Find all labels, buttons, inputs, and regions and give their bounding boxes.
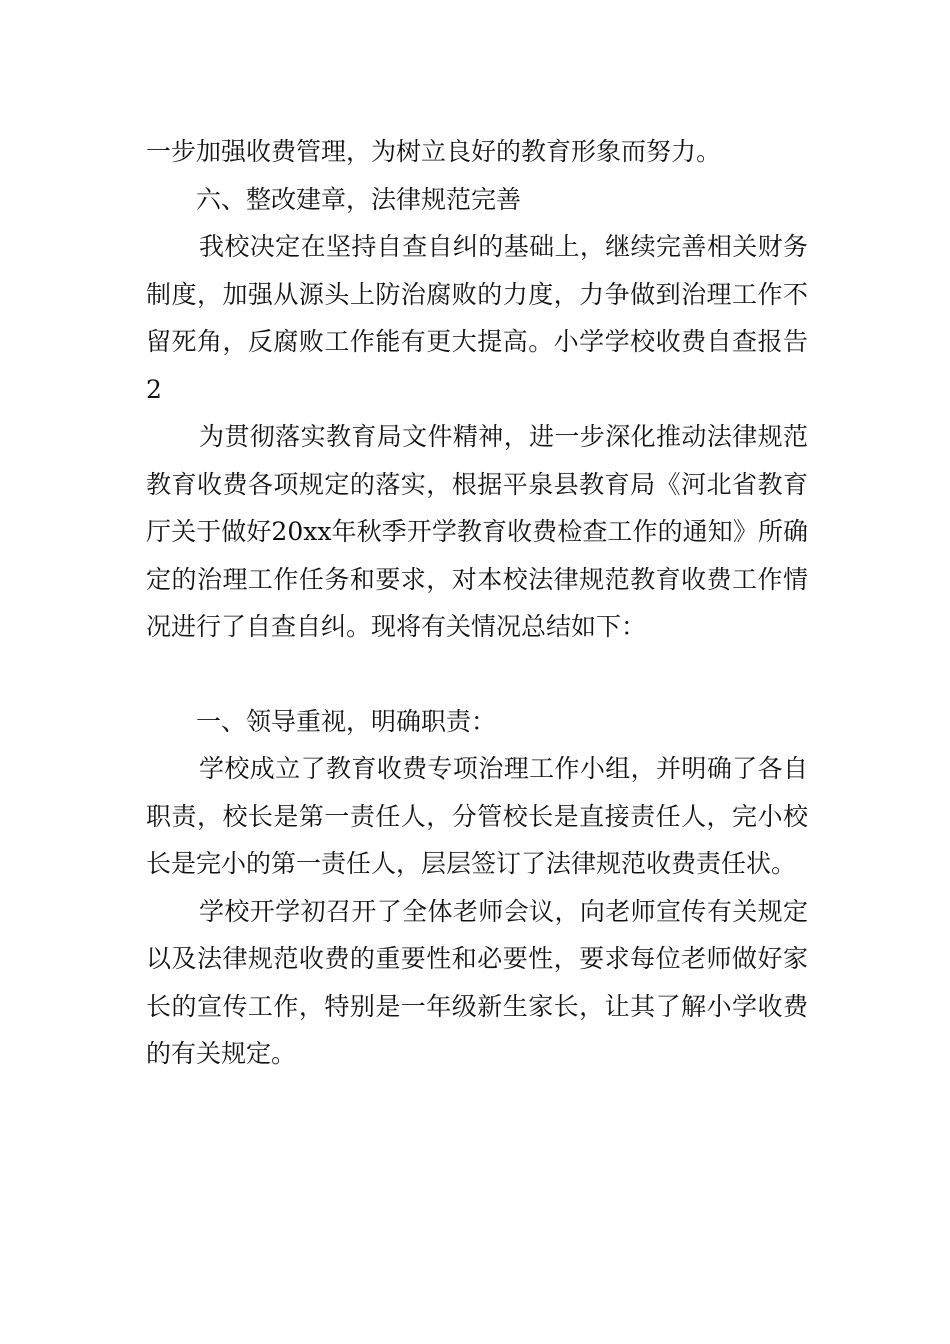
paragraph-teacher-meeting: 学校开学初召开了全体老师会议，向老师宣传有关规定以及法律规范收费的重要性和必要性，要求每位老师做好家长的宣传工作，特别是一年级新生家长，让其了解小学收费的有关规定。 [146,896,808,1068]
document-page [146,128,808,1078]
paragraph-rectification: 我校决定在坚持自查自纠的基础上，继续完善相关财务制度，加强从源头上防治腐败的力度，力争做到治理工作不留死角，反腐败工作能有更大提高。小学学校收费自查报告2 [146,232,808,404]
paragraph-introduction: 为贯彻落实教育局文件精神，进一步深化推动法律规范教育收费各项规定的落实，根据平泉县教育局《河北省教育厅关于做好20xx年秋季开学教育收费检查工作的通知》所确定的治理工作任务和要求，对本校法律规范教育收费工作情况进行了自查自纠。现将有关情况总结如下： [146,422,808,641]
paragraph-continuation: 一步加强收费管理，为树立良好的教育形象而努力。 [146,137,722,166]
section-heading-six: 六、整改建章，法律规范完善 [196,184,522,214]
blank-line [146,651,808,698]
paragraph-working-group: 学校成立了教育收费专项治理工作小组，并明确了各自职责，校长是第一责任人，分管校长是直接责任人，完小校长是完小的第一责任人，层层签订了法律规范收费责任状。 [146,754,808,878]
section-heading-one: 一、领导重视，明确职责： [196,706,497,736]
